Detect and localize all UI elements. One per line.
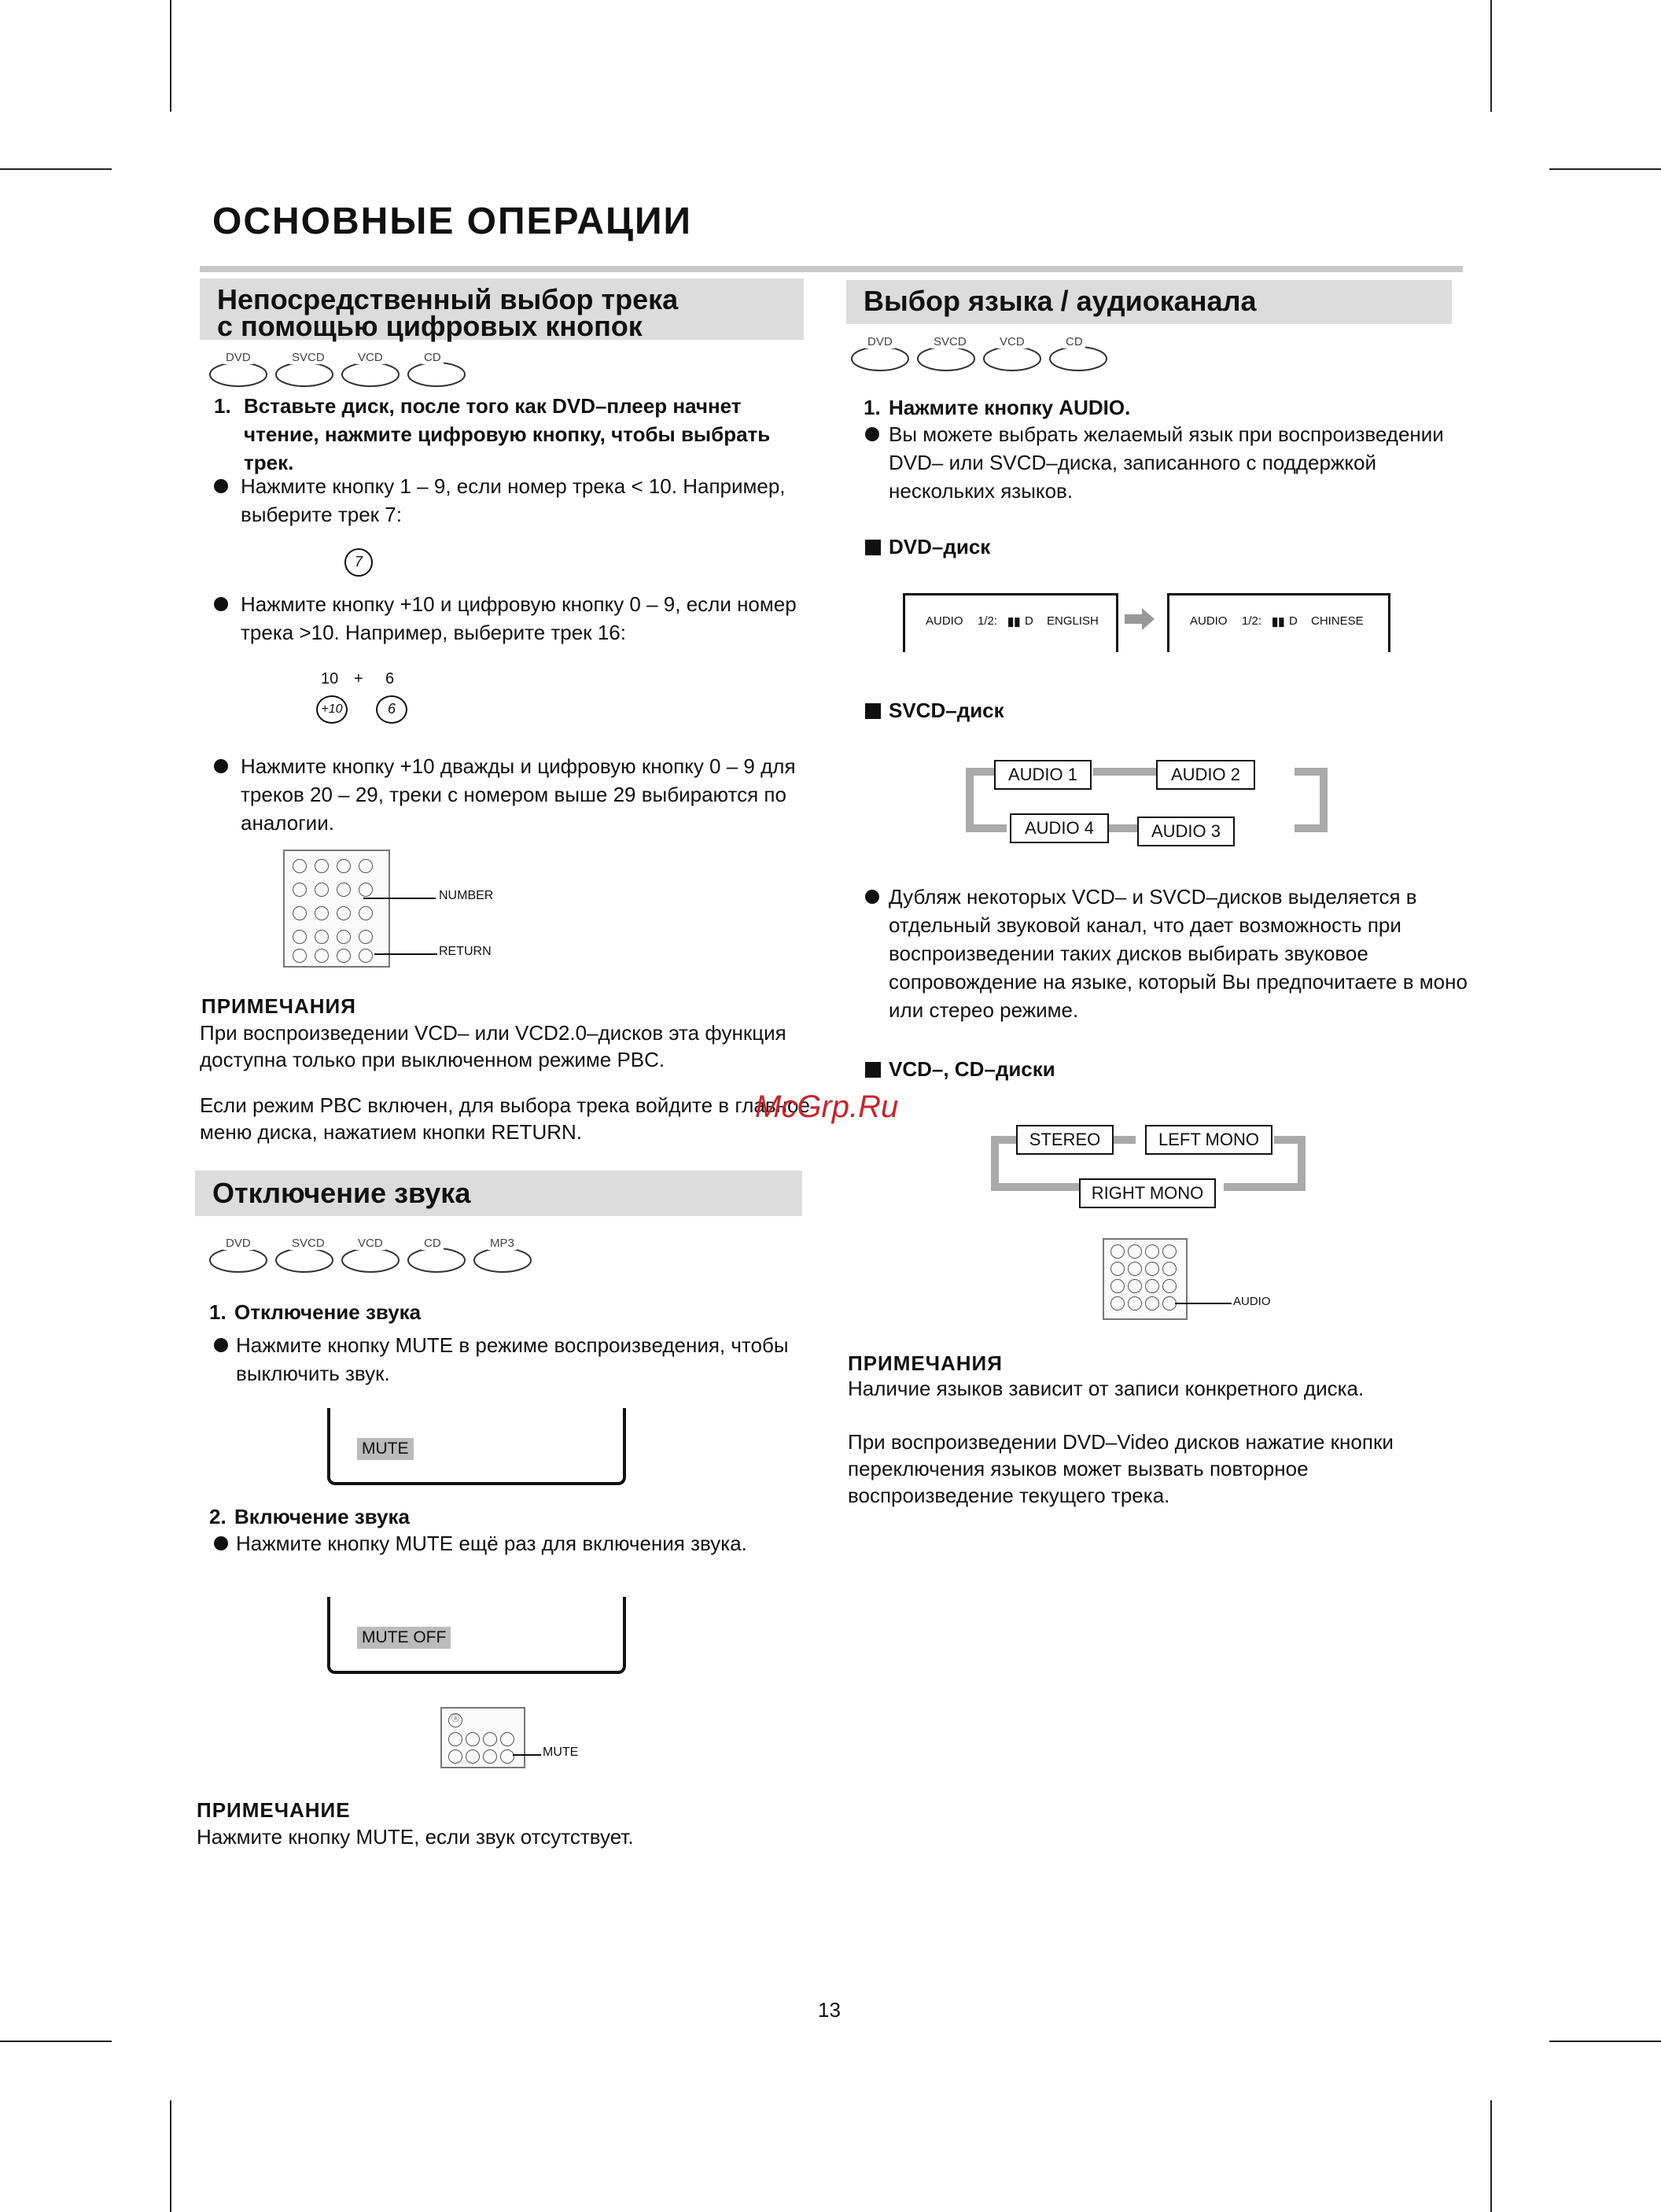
button-6-icon: 6	[376, 695, 407, 724]
crop-mark	[1549, 2041, 1661, 2042]
svcd-box-audio-2: AUDIO 2	[1156, 760, 1255, 790]
callout-line	[513, 1754, 541, 1756]
lang-note-1: Наличие языков зависит от записи конкретного диска.	[848, 1377, 1365, 1400]
section-title-line2: с помощью цифровых кнопок	[217, 310, 643, 342]
mute-bullet-1: Нажмите кнопку MUTE в режиме воспроизведения, чтобы выключить звук.	[214, 1331, 812, 1388]
disc-dvd-icon: DVD	[208, 1241, 269, 1274]
arrow-right-icon	[1125, 607, 1156, 631]
bullet-dot	[214, 479, 228, 493]
crop-mark	[170, 0, 171, 112]
page-number: 13	[818, 1998, 841, 2022]
button-plus10-icon: +10	[316, 695, 348, 724]
crop-mark	[1490, 0, 1492, 112]
lang-note-2: При воспроизведении DVD–Video дисков нажатие кнопки переключения языков может вызвать повторное воспроизведение текущего трека.	[848, 1430, 1394, 1507]
crop-mark	[1549, 168, 1661, 170]
crop-mark	[0, 168, 112, 170]
bullet-dot	[214, 1338, 228, 1352]
watermark: McGrp.Ru	[755, 1089, 899, 1124]
bullet-dot	[214, 1536, 228, 1550]
disc-cd-icon: CD	[406, 1241, 467, 1274]
vcd-box-stereo: STEREO	[1016, 1125, 1114, 1155]
disc-vcd-icon: VCD	[340, 356, 401, 389]
section-track-select	[200, 278, 804, 340]
callout-line	[363, 898, 436, 899]
example-label-plus: +	[354, 670, 363, 688]
disc-cd-icon: CD	[406, 356, 467, 389]
bullet-dot	[214, 759, 228, 773]
tv-screen-mute	[327, 1408, 626, 1485]
dvd-disc-heading: DVD–диск	[865, 535, 990, 559]
osd-mute-label: MUTE	[357, 1438, 414, 1460]
disc-svcd-icon: SVCD	[915, 340, 977, 373]
osd-audio-chinese: AUDIO 1/2: ▮▮ D CHINESE	[1167, 593, 1390, 652]
tv-screen-mute-off	[327, 1597, 626, 1674]
section-title: Отключение звука	[212, 1177, 471, 1209]
remote-label-mute: MUTE	[543, 1746, 579, 1759]
mute-note-heading: ПРИМЕЧАНИЕ	[197, 1798, 351, 1822]
crop-mark	[0, 2041, 112, 2042]
bullet-dot	[865, 427, 879, 441]
square-bullet-icon	[865, 703, 881, 719]
mute-bullet-2: Нажмите кнопку MUTE ещё раз для включения звука.	[214, 1529, 812, 1558]
mute-step-2: 2. Включение звука	[209, 1505, 410, 1528]
example-label-6: 6	[385, 670, 395, 688]
dolby-icon: ▮▮	[1007, 615, 1021, 629]
lang-step-1: 1. Нажмите кнопку AUDIO.	[864, 396, 1131, 419]
track-bullet-2: Нажмите кнопку +10 и цифровую кнопку 0 – 9, если номер трека >10. Например, выберите трек 16:	[214, 590, 812, 647]
crop-mark	[170, 2100, 171, 2212]
button-7-icon: 7	[344, 548, 373, 577]
lang-notes-heading: ПРИМЕЧАНИЯ	[848, 1351, 1003, 1375]
track-step-1: 1. Вставьте диск, после того как DVD–плеер начнет чтение, нажмите цифровую кнопку, чтобы выбрать трек.	[214, 394, 771, 474]
osd-audio-english: AUDIO 1/2: ▮▮ D ENGLISH	[903, 593, 1118, 652]
svcd-box-audio-3: AUDIO 3	[1137, 817, 1235, 846]
disc-svcd-icon: SVCD	[274, 1241, 335, 1274]
vcd-box-right-mono: RIGHT MONO	[1079, 1178, 1216, 1208]
square-bullet-icon	[865, 1062, 881, 1078]
page-title: ОСНОВНЫЕ ОПЕРАЦИИ	[212, 201, 693, 242]
square-bullet-icon	[865, 540, 881, 555]
disc-mp3-icon: MP3	[472, 1241, 533, 1274]
bullet-dot	[865, 890, 879, 904]
section-title: Выбор языка / аудиоканала	[864, 285, 1257, 317]
disc-svcd-icon: SVCD	[274, 356, 335, 389]
disc-vcd-icon: VCD	[982, 340, 1043, 373]
bullet-dot	[214, 597, 228, 611]
disc-cd-icon: CD	[1048, 340, 1109, 373]
svcd-box-audio-4: AUDIO 4	[1010, 813, 1109, 843]
disc-vcd-icon: VCD	[340, 1241, 401, 1274]
remote-label-number: NUMBER	[439, 889, 494, 902]
track-note-1: При воспроизведении VCD– или VCD2.0–дисков эта функция доступна только при выключенном режиме PBC.	[200, 1021, 786, 1071]
section-title-line1: Непосредственный выбор трека	[217, 283, 679, 315]
callout-line	[374, 953, 437, 955]
disc-dvd-icon: DVD	[208, 356, 269, 389]
track-notes-heading: ПРИМЕЧАНИЯ	[201, 994, 356, 1018]
vcd-cd-disc-heading: VCD–, CD–диски	[865, 1057, 1055, 1082]
svcd-disc-heading: SVCD–диск	[865, 699, 1004, 723]
dolby-icon: ▮▮	[1272, 615, 1285, 629]
track-bullet-1: Нажмите кнопку 1 – 9, если номер трека < 10. Например, выберите трек 7:	[214, 472, 812, 529]
track-bullet-3: Нажмите кнопку +10 дважды и цифровую кнопку 0 – 9 для треков 20 – 29, треки с номером выше 29 выбираются по аналогии.	[214, 752, 819, 837]
remote-label-audio: AUDIO	[1233, 1295, 1271, 1308]
svcd-box-audio-1: AUDIO 1	[994, 760, 1092, 790]
track-note-2: Если режим PBC включен, для выбора трека войдите в главное меню диска, нажатием кнопки RETURN.	[200, 1093, 810, 1144]
callout-line	[1175, 1303, 1232, 1304]
crop-mark	[1490, 2100, 1492, 2212]
osd-mute-off-label: MUTE OFF	[357, 1627, 451, 1649]
remote-number-pad-icon	[283, 850, 390, 968]
mute-step-1: 1. Отключение звука	[209, 1300, 422, 1324]
remote-mute-icon: ⓐ	[440, 1707, 525, 1768]
vcd-box-left-mono: LEFT MONO	[1145, 1125, 1272, 1155]
disc-dvd-icon: DVD	[849, 340, 911, 373]
section-mute	[195, 1171, 802, 1216]
example-label-10: 10	[321, 670, 339, 688]
lang-bullet-1: Вы можете выбрать желаемый язык при воспроизведении DVD– или SVCD–диска, записанного с поддержкой нескольких языков.	[865, 420, 1471, 505]
lang-bullet-2: Дубляж некоторых VCD– и SVCD–дисков выделяется в отдельный звуковой канал, что дает возможность при воспроизведении таких дисков выбирать звуковое сопровождение на языке, который Вы предпочитаете в моно или стерео режиме.	[865, 883, 1471, 1024]
section-language	[846, 280, 1452, 324]
remote-label-return: RETURN	[439, 945, 492, 958]
mute-note: Нажмите кнопку MUTE, если звук отсутствует.	[197, 1825, 634, 1849]
title-rule	[200, 266, 1463, 272]
remote-audio-icon	[1103, 1238, 1188, 1320]
